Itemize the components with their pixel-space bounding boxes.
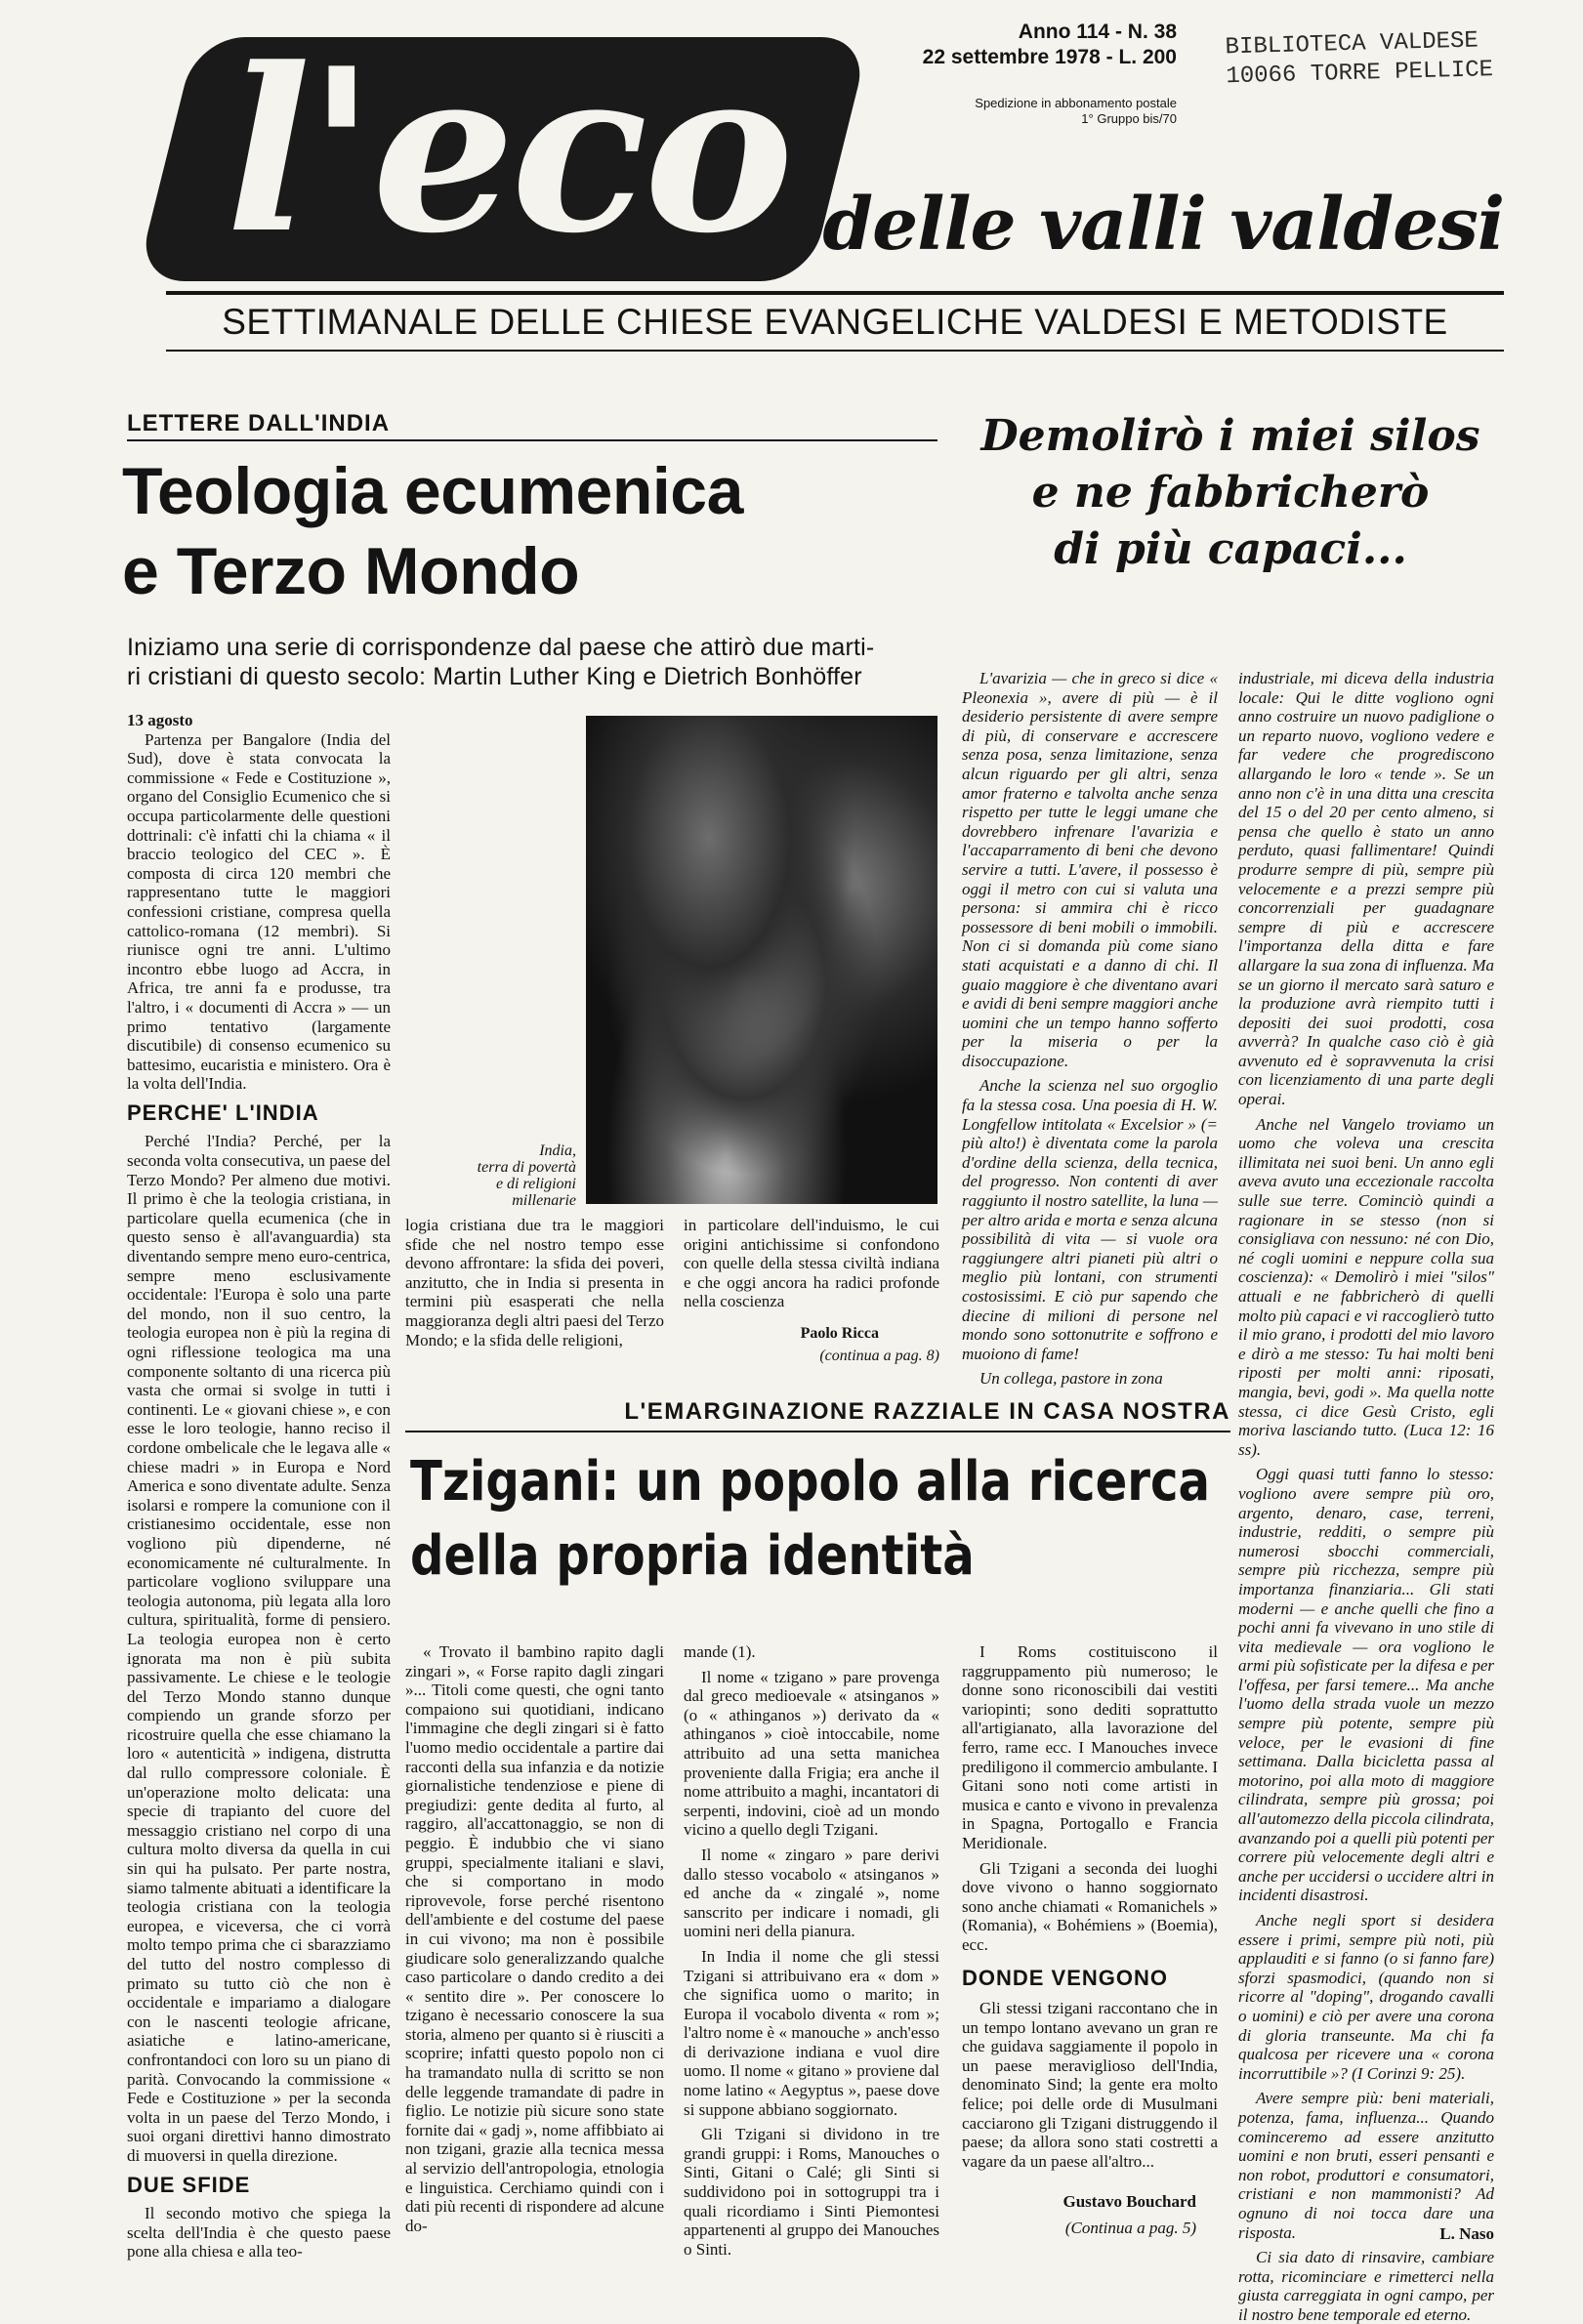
issue-number: Anno 114 - N. 38 (1018, 21, 1177, 43)
silos-paragraph-5: Anche nel Vangelo troviamo un uomo che voleva una crescita illimitata nei suoi beni. Un anno egli aveva avuto una eccezionale raccolta sulle sue terre. Cominciò quindi a ragionare in se stesso (non si consigliava con nessuno: né con Dio, né cogli uomini e neppure colla sua coscienza): « Demolirò i miei "silos" attuali e ne fabbricherò di quelli molto più capaci e vi raccoglierò tutto il mio grano, i prodotti del mio lavoro e dirò a me stesso: Tu hai molti beni riposti per molti anni: riposati, mangia, bevi, godi ». Ma quella notte stessa, ci dice Gesù Cristo, egli moriva lasciando tutto. (Luca 12: 16 ss). (1238, 1114, 1494, 1459)
tzigani-paragraph-2: mande (1). (684, 1642, 756, 1661)
india-caption-line-1: India, (539, 1142, 576, 1159)
silos-paragraph-3: Un collega, pastore in zona (979, 1369, 1163, 1389)
tzigani-paragraph-9: Gli stessi tzigani raccontano che in un tempo lontano avevano un gran re che guidava saggiamente il popolo in un paese meraviglioso dell'India, denominato Sind; la gente era molto felice; poi delle orde di Musulmani cacciarono gli Tzigani distruggendo il paese; da allora sono stati costretti a vagare da un paese all'altro... (962, 1999, 1218, 2171)
india-headline (122, 451, 942, 611)
india-headline-line-1: Teologia ecumenica (122, 454, 743, 528)
india-intro-line-1: Iniziamo una serie di corrispondenze dal paese che attirò due marti- (127, 634, 875, 661)
silos-author: L. Naso (1439, 2224, 1494, 2243)
silos-headline-line-3: di più capaci... (1054, 524, 1407, 574)
india-column-1 (127, 711, 391, 2307)
india-column-2-text: logia cristiana due tra le maggiori sfide che nel nostro tempo esse devono affrontare: la sfida dei poveri, anzitutto, che in India si presenta in termini più esasperati che nella maggioranza degli altri paesi del Terzo Mondo; e la sfida delle religioni, (405, 1216, 664, 1349)
issue-date-price: 22 settembre 1978 - L. 200 (922, 46, 1177, 68)
india-dateline: 13 agosto (127, 711, 193, 729)
india-continued: (continua a pag. 8) (819, 1348, 939, 1364)
tzigani-subhead-donde-vengono: DONDE VENGONO (962, 1965, 1169, 1990)
india-paragraph-2: Perché l'India? Perché, per la seconda volta consecutiva, un paese del Terzo Mondo? Per almeno due motivi. Il primo è che la teologia cristiana, in particolare quella ecumenica (che in questo senso è all'avanguardia) sta diventando sempre meno euro-centrica, sempre meno esclusivamente occidentale: l'Europa è solo una parte del mondo, non il suo centro, la teologia europea non è più la regina di ogni riflessione teologica ma una componente soltanto di una ricerca più vasta che ormai si svolge in tutti i continenti. Le « giovani chiese », e con esse le loro teologie, hanno reciso il cordone ombelicale che le legava alle « chiese madri » in Europa e Nord America e sono diventate adulte. Senza isolarsi e rompere la comunione con il cristianesimo occidentale, esse non vogliono più dipenderne, né economicamente né culturalmente. In particolare vogliono sviluppare una teologia autonoma, più legata alla loro cultura, spiritualità, forme di pensiero. La teologia europea non è certo ignorata ma non è più subita passivamente. Le chiese e le teologie del Terzo Mondo stanno dunque compiendo un grande sforzo per ricostruire quella che esse chiamano la loro « autenticità » indigena, distrutta dal rullo compressore coloniale. È un'operazione molto delicata: una specie di trapianto del cuore del messaggio cristiano nel corpo di una cultura molto diversa da quella in cui sin qui ha pulsato. Per parte nostra, siamo talmente abituati a identificare la teologia cristiana con la teologia europea, e viceversa, che ci vorrà molto tempo prima che ci sbarazziamo del tutto del nostro complesso di primato su tutto ciò che non è occidentale e impariamo a dialogare con le nascenti teologie africane, asiatiche e latino-americane, confrontandoci con loro su un piano di parità. Convocando la commissione « Fede e Costituzione » per la seconda volta in un paese del Terzo Mondo, i suoi organi direttivi hanno dimostrato di muoversi in quella direzione. (127, 1132, 392, 2165)
library-stamp-line-1: BIBLIOTECA VALDESE (1225, 27, 1479, 62)
silos-paragraph-8: Avere sempre più: beni materiali, potenza, fama, influenza... Quando cominceremo ad essere anzitutto uomini e non bruti, esseri pensanti e non robot, produttori e consumatori, cristiani e non mammonisti? Ad ognuno di noi tocca dare una risposta. (1238, 2089, 1494, 2242)
india-column-3-text: in particolare dell'induismo, le cui origini antichissime si confondono con quelle della stessa civiltà indiana e che oggi ancora ha radici profonde nella coscienza (684, 1216, 939, 1311)
tzigani-column-2 (684, 1642, 939, 2277)
india-subhead-perche: PERCHE' L'INDIA (127, 1100, 319, 1125)
tzigani-headline (410, 1445, 1211, 1594)
india-column-2 (405, 1216, 664, 1357)
tzigani-paragraph-8: Gli Tzigani a seconda dei luoghi dove vivono o hanno soggiornato sono anche chiamati « Romanichels » (Romania), « Bohémiens » (Boemia), ecc. (962, 1858, 1218, 1954)
postal-line-1: Spedizione in abbonamento postale (975, 96, 1177, 110)
india-subhead-due-sfide: DUE SFIDE (127, 2172, 251, 2197)
tzigani-column-1 (405, 1642, 664, 2277)
tzigani-paragraph-1: « Trovato il bambino rapito dagli zingari », « Forse rapito dagli zingari »... Titoli come questi, che ogni tanto compaiono sui quotidiani, indicano l'immagine che degli zingari si è fatto l'uomo medio occidentale a partire dai racconti della sua infanzia e da notizie giornalistiche tendenziose e piene di pregiudizi: gente dedita al furto, al raggiro, all'accattonaggio, se non di peggio. È indubbio che vi siano gruppi, specialmente italiani e slavi, che si comportano in modo riprovevole, forse perché risentono dell'ambiente e del costume del paese in cui vivono; ma non è possibile giudicare solo generalizzando qualche caso particolare o dando credito a dei « sentito dire ». Per conoscere lo tzigano è necessario conoscere la sua storia, almeno per quanto si è riusciti a scoprire; infatti questo popolo non ci ha tramandato nulla di scritto se non delle leggende tramandate di padre in figlio. Le notizie più sicure sono state fornite dai « gadj », nome affibbiato ai non tzigani, grazie alla tecnica messa al servizio dell'antropologia, etnologia e linguistica. Cerchiamo quindi con i dati più recenti di rispondere ad alcune do- (405, 1642, 664, 2235)
tzigani-headline-line-1: Tzigani: un popolo alla ricerca (410, 1450, 1211, 1514)
india-kicker: LETTERE DALL'INDIA (127, 410, 391, 436)
silos-paragraph-6: Oggi quasi tutti fanno lo stesso: vogliono avere sempre più oro, argento, denaro, case, terreni, industrie, redditi, o sempre più numerosi sbocchi commerciali, sempre più ricchezza, sempre più importanza finanziaria... Gli stati moderni — e anche quelli che fino a pochi anni fa vivevano in uno stile di vita medievale — ora vogliono le armi più sofisticate per la difesa e per l'offesa, per farsi temere... Ma anche l'uomo della strada vuole un mezzo sempre più potente, sempre più veloce, per le evasioni di fine settimana. Dalla bicicletta passa al motorino, poi alla moto di maggiore cilindrata, sempre più grossa; poi all'automezzo della piccola cilindrata, avanzando poi a quelli più potenti per correre più velocemente degli altri e anche per uccidersi o uccidere altri in incidenti disastrosi. (1238, 1465, 1494, 1905)
india-paragraph-3: Il secondo motivo che spiega la scelta dell'India è che questo paese pone alla chiesa e alla teo- (127, 2204, 391, 2262)
silos-paragraph-9: Ci sia dato di rinsavire, cambiare rotta, ricominciare e rimetterci nella giusta carreggiata in ogni campo, per il nostro bene temporale ed eterno. (1238, 2248, 1494, 2324)
india-caption-line-3: e di religioni (495, 1176, 576, 1192)
masthead-title: delle valli valdesi (822, 183, 1504, 267)
masthead-tagline: SETTIMANALE DELLE CHIESE EVANGELICHE VALDESI E METODISTE (222, 302, 1448, 342)
silos-paragraph-4: industriale, mi diceva della industria locale: Qui le ditte vogliono ogni anno costruire un nuovo padiglione o un reparto nuovo, vogliono vedere e far vedere che progrediscono allargando le loro « tende ». Se un anno non c'è in una ditta una crescita del 15 o del 20 per cento almeno, si pensa che quello è stato un anno perduto, quasi fallimentare! Quindi produrre sempre di più, sempre più velocemente e a prezzi sempre più concorrenziali per guadagnare sempre di più e accrescere l'importanza della ditta e fare allargare la sua zona di influenza. Ma se un giorno il mercato sarà saturo e la produzione avrà riempito tutti i depositi dei suoi prodotti, cosa avverrà? In qualche caso ciò è già avvenuto ed è sopravvenuta la crisi con licenziamento di una parte degli operai. (1238, 669, 1494, 1109)
silos-column-1 (962, 669, 1218, 1450)
tzigani-author: Gustavo Bouchard (1062, 2192, 1196, 2211)
india-headline-line-2: e Terzo Mondo (122, 534, 580, 608)
masthead-rule-bottom (166, 350, 1504, 352)
tzigani-column-3 (962, 1642, 1218, 2189)
silos-paragraph-2: Anche la scienza nel suo orgoglio fa la stessa cosa. Una poesia di H. W. Longfellow intitolata « Excelsior » (= più alto!) è diventata come la parola d'ordine della scienza, della tecnica, del progresso. Non contenti di aver raggiunto il nostro satellite, la luna — per altro arida e morta e senza alcuna possibilità di vita — si vuole ora raggiungere altri pianeti più altri o meglio più lontani, con strumenti costosissimi. E ciò pur sapendo che diecine di milioni di persone nel mondo sono sottonutrite e soffrono e muoiono di fame! (962, 1076, 1218, 1363)
library-stamp (1225, 25, 1548, 93)
tzigani-paragraph-7: I Roms costituiscono il raggruppamento più numeroso; le donne sono riconoscibili dai vestiti variopinti; sono dediti soprattutto all'artigianato, alla lavorazione del ferro, rame ecc. I Manouches invece prediligono il commercio ambulante. I Gitani sono noti come artisti in musica e canto e vivono in prevalenza in Spagna, Portogallo e Francia Meridionale. (962, 1642, 1219, 1852)
masthead-rule-top (166, 291, 1504, 295)
tzigani-continued: (Continua a pag. 5) (1064, 2219, 1196, 2237)
tzigani-paragraph-4: Il nome « zingaro » pare derivi dallo stesso vocabolo « atsinganos » ed anche da « zingalé », nome sanscrito per indicare i nomadi, gli uomini neri della pianura. (684, 1845, 939, 1941)
tzigani-paragraph-3: Il nome « tzigano » pare provenga dal greco medioevale « atsinganos » (o « athinganos ») derivato da « athinganos » cioè intoccabile, nome attribuito ad una setta manichea proveniente dalla Frigia; era anche il nome attribuito a maghi, incantatori di serpenti, indovini, cioè ad un mondo vicino a quello degli Tzigani. (684, 1667, 939, 1840)
library-stamp-line-2: 10066 TORRE PELLICE (1226, 57, 1494, 91)
india-photo-caption (410, 1142, 576, 1209)
masthead-logo: l'eco (226, 20, 790, 283)
india-kicker-rule (127, 439, 937, 441)
india-photo (586, 716, 937, 1204)
postal-info (884, 96, 1177, 127)
silos-headline-line-2: e ne fabbricherò (1031, 468, 1430, 518)
postal-line-2: 1° Gruppo bis/70 (1081, 111, 1177, 126)
silos-headline (952, 408, 1509, 578)
india-caption-line-4: millenarie (512, 1192, 576, 1209)
india-paragraph-1: Partenza per Bangalore (India del Sud), dove è stata convocata la commissione « Fede e Costituzione », organo del Consiglio Ecumenico che si occupa particolarmente delle questioni dottrinali: c'è infatti chi la chiama « il braccio teologico del CEC ». È composta di circa 120 membri che rappresentano tutte le maggiori confessioni cristiane, compresa quella cattolico-romana (12 membri). Si riunisce ogni tre anni. L'ultimo incontro ebbe luogo ad Accra, in Africa, tre anni fa e produsse, tra l'altro, i « documenti di Accra » — un primo tentativo (largamente discutibile) di consenso ecumenico su battesimo, eucaristia e ministero. Ora è la volta dell'India. (127, 729, 391, 1094)
tzigani-paragraph-5: In India il nome che gli stessi Tzigani si attribuivano era « dom » che significa uomo o marito; in Europa il vocabolo diventa « rom »; l'altro nome è « manouche » anch'esso di derivazione indiana e vuol dire uomo. Il nome « gitano » proviene dal nome latino « Aegyptus », paese dove si suppone abbiano soggiornato. (684, 1946, 939, 2119)
tzigani-paragraph-6: Gli Tzigani si dividono in tre grandi gruppi: i Roms, Manouches o Sinti, Gitani o Calé; gli Sinti si suddividono poi in sottogruppi tra i quali ricordiamo i Sinti Piemontesi appartenenti al gruppo dei Manouches o Sinti. (684, 2125, 939, 2259)
tzigani-kicker-rule (405, 1431, 1230, 1432)
silos-paragraph-7: Anche negli sport si desidera essere i primi, sempre più noti, più applauditi e si fanno (o si fanno fare) sforzi spasmodici, (quando non si ricorre al "doping", drogando cavalli o uomini) e ciò per avere una corona di gloria transeunte. Ma chi fa qualcosa per ricevere una « corona incorruttibile »? (I Corinzi 9: 25). (1238, 1911, 1494, 2083)
india-intro-line-2: ri cristiani di questo secolo: Martin Luther King e Dietrich Bonhöffer (127, 663, 862, 690)
india-author: Paolo Ricca (800, 1325, 879, 1342)
india-column-3 (684, 1216, 939, 1323)
india-caption-line-2: terra di povertà (477, 1159, 576, 1176)
issue-info (884, 20, 1177, 70)
india-intro (127, 633, 947, 691)
silos-paragraph-1: L'avarizia — che in greco si dice « Pleonexia », avere di più — è il desiderio persistente di avere sempre di più, di conservare e accrescere senza posa, senza limitazione, senza alcun riguardo per gli altri, senza amor fraterno e talvolta anche senza rispetto per tutte le leggi umane che dovrebbero infrenare l'avarizia e l'accaparramento di beni che devono servire a tutti. L'avere, il possesso è oggi il metro con cui si valuta una persona: si ammira chi è ricco possessore di beni mobili o immobili. Non ci si domanda più come siano stati acquistati e a danno di chi. Il guaio maggiore è che diventano avari e avidi di beni sempre maggiori anche uomini che un tempo hanno sofferto per la miseria o per la disoccupazione. (962, 669, 1218, 1070)
tzigani-headline-line-2: della propria identità (410, 1524, 975, 1588)
silos-headline-line-1: Demolirò i miei silos (980, 411, 1480, 461)
tzigani-kicker: L'EMARGINAZIONE RAZZIALE IN CASA NOSTRA (624, 1398, 1230, 1425)
